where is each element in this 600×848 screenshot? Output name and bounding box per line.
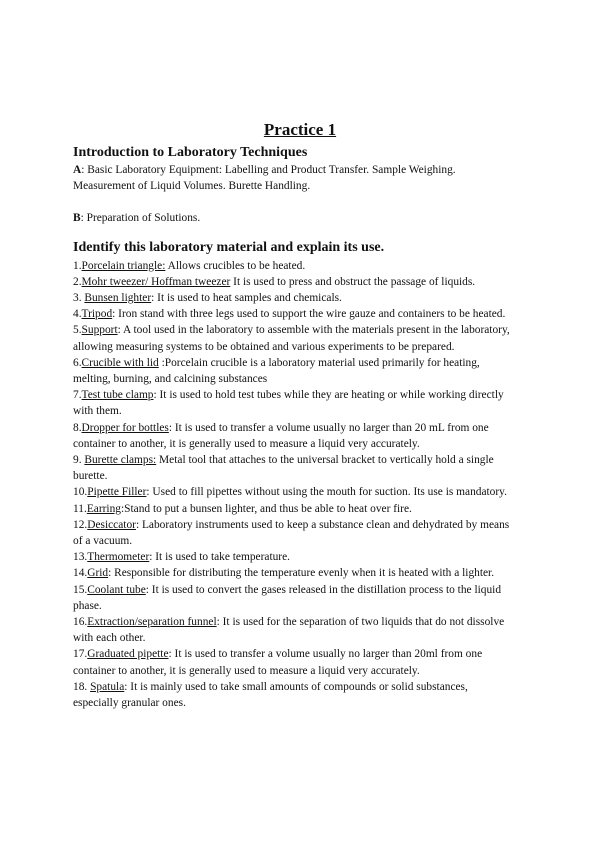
- item-description: : Iron stand with three legs used to support the wire gauze and containers to be heated.: [112, 308, 506, 321]
- equipment-list: [73, 258, 511, 712]
- list-item: [73, 646, 511, 678]
- list-item: [73, 306, 511, 322]
- section-b-paragraph: [73, 210, 511, 226]
- list-item: [73, 355, 511, 387]
- list-item: [73, 290, 511, 306]
- item-number: 6.: [73, 356, 82, 369]
- paragraph-spacer: [73, 194, 511, 210]
- item-description: :Porcelain crucible is a laboratory material used primarily for heating, melting, burning, and calcining substances: [73, 356, 480, 386]
- item-description: Allows crucibles to be heated.: [165, 259, 306, 272]
- list-item: [73, 274, 511, 290]
- list-item: [73, 322, 511, 354]
- item-term: Crucible with lid: [81, 356, 159, 369]
- item-term: Extraction/separation funnel: [87, 616, 217, 629]
- item-description: : It is used to convert the gases released in the distillation process to the liquid phase.: [73, 583, 502, 612]
- item-term: Graduated pipette: [87, 648, 169, 661]
- item-description: It is used to press and obstruct the passage of liquids.: [230, 275, 476, 288]
- item-description: : It is used to heat samples and chemicals.: [151, 292, 342, 305]
- item-number: 15.: [73, 583, 88, 596]
- item-number: 18.: [73, 680, 91, 693]
- page-title: Practice 1: [263, 120, 337, 139]
- list-item: [73, 582, 511, 614]
- item-term: Burette clamps:: [84, 454, 157, 467]
- item-number: 11.: [73, 502, 87, 515]
- list-item: [73, 484, 511, 500]
- item-number: 7.: [73, 389, 82, 402]
- item-description: : It is used for the separation of two liquids that do not dissolve with each other.: [73, 616, 505, 645]
- item-description: : It is used to transfer a volume usually no larger than 20ml from one container to another, it is generally used to measure a liquid very accurately.: [73, 648, 483, 677]
- item-description: : Responsible for distributing the temperature evenly when it is heated with a lighter.: [108, 567, 495, 580]
- item-term: Porcelain triangle:: [81, 259, 166, 272]
- item-description: : It is used to take temperature.: [149, 551, 291, 564]
- item-description: :Stand to put a bunsen lighter, and thus be able to heat over fire.: [120, 502, 412, 515]
- item-number: 8.: [73, 421, 82, 434]
- item-number: 13.: [73, 551, 88, 564]
- item-term: Thermometer: [87, 551, 150, 564]
- item-term: Grid: [87, 567, 109, 580]
- document-body: [73, 144, 511, 711]
- item-description: : It is mainly used to take small amounts of compounds or solid substances, especially granular ones.: [73, 680, 468, 710]
- item-number: 1.: [73, 259, 82, 272]
- item-term: Support: [81, 324, 118, 337]
- item-term: Tripod: [81, 308, 113, 321]
- item-term: Mohr tweezer/ Hoffman tweezer: [81, 275, 231, 288]
- item-term: Dropper for bottles: [81, 421, 169, 434]
- item-number: 12.: [73, 518, 88, 531]
- item-term: Earring: [86, 502, 121, 515]
- item-description: Metal tool that attaches to the universal bracket to vertically hold a single burette.: [73, 454, 494, 483]
- item-number: 5.: [73, 324, 82, 337]
- section-a-text: : Basic Laboratory Equipment: Labelling and Product Transfer. Sample Weighing. Measurement of Liquid Volumes. Burette Handling.: [73, 164, 456, 193]
- list-item: [73, 517, 511, 549]
- item-number: 17.: [73, 648, 88, 661]
- section-a-label: A: [73, 164, 82, 176]
- item-description: : Laboratory instruments used to keep a substance clean and dehydrated by means of a vacuum.: [73, 518, 510, 548]
- list-item: [73, 549, 511, 565]
- list-item: [73, 565, 511, 581]
- section-b-text: : Preparation of Solutions.: [80, 212, 201, 225]
- section-heading: Introduction to Laboratory Techniques: [73, 145, 308, 160]
- item-number: 3.: [73, 292, 85, 305]
- item-term: Pipette Filler: [87, 486, 147, 499]
- list-item: [73, 614, 511, 646]
- item-number: 10.: [73, 486, 88, 499]
- list-item: [73, 387, 511, 419]
- section-b-label: B: [73, 212, 81, 225]
- list-item: [73, 501, 511, 517]
- item-description: : A tool used in the laboratory to assemble with the materials present in the laboratory, allowing measuring systems to be obtained and various experiments to be prepared.: [73, 324, 510, 353]
- question-heading: Identify this laboratory material and explain its use.: [73, 239, 385, 255]
- item-number: 16.: [73, 616, 88, 629]
- item-number: 4.: [73, 308, 82, 321]
- item-description: : Used to fill pipettes without using the mouth for suction. Its use is mandatory.: [146, 486, 507, 499]
- item-description: : It is used to transfer a volume usually no larger than 20 mL from one container to another, it is generally used to measure a liquid very accurately.: [73, 421, 489, 450]
- item-term: Spatula: [90, 680, 125, 693]
- item-term: Test tube clamp: [81, 389, 154, 402]
- item-term: Bunsen lighter: [84, 292, 152, 305]
- item-description: : It is used to hold test tubes while they are heating or while working directly with them.: [73, 389, 504, 418]
- item-number: 9.: [73, 454, 85, 467]
- item-number: 2.: [73, 275, 82, 288]
- list-item: [73, 679, 511, 711]
- list-item: [73, 452, 511, 484]
- item-term: Desiccator: [87, 518, 136, 531]
- list-item: [73, 420, 511, 452]
- item-term: Coolant tube: [87, 583, 146, 596]
- item-number: 14.: [73, 567, 88, 580]
- list-item: [73, 258, 511, 274]
- section-a-paragraph: [73, 162, 511, 194]
